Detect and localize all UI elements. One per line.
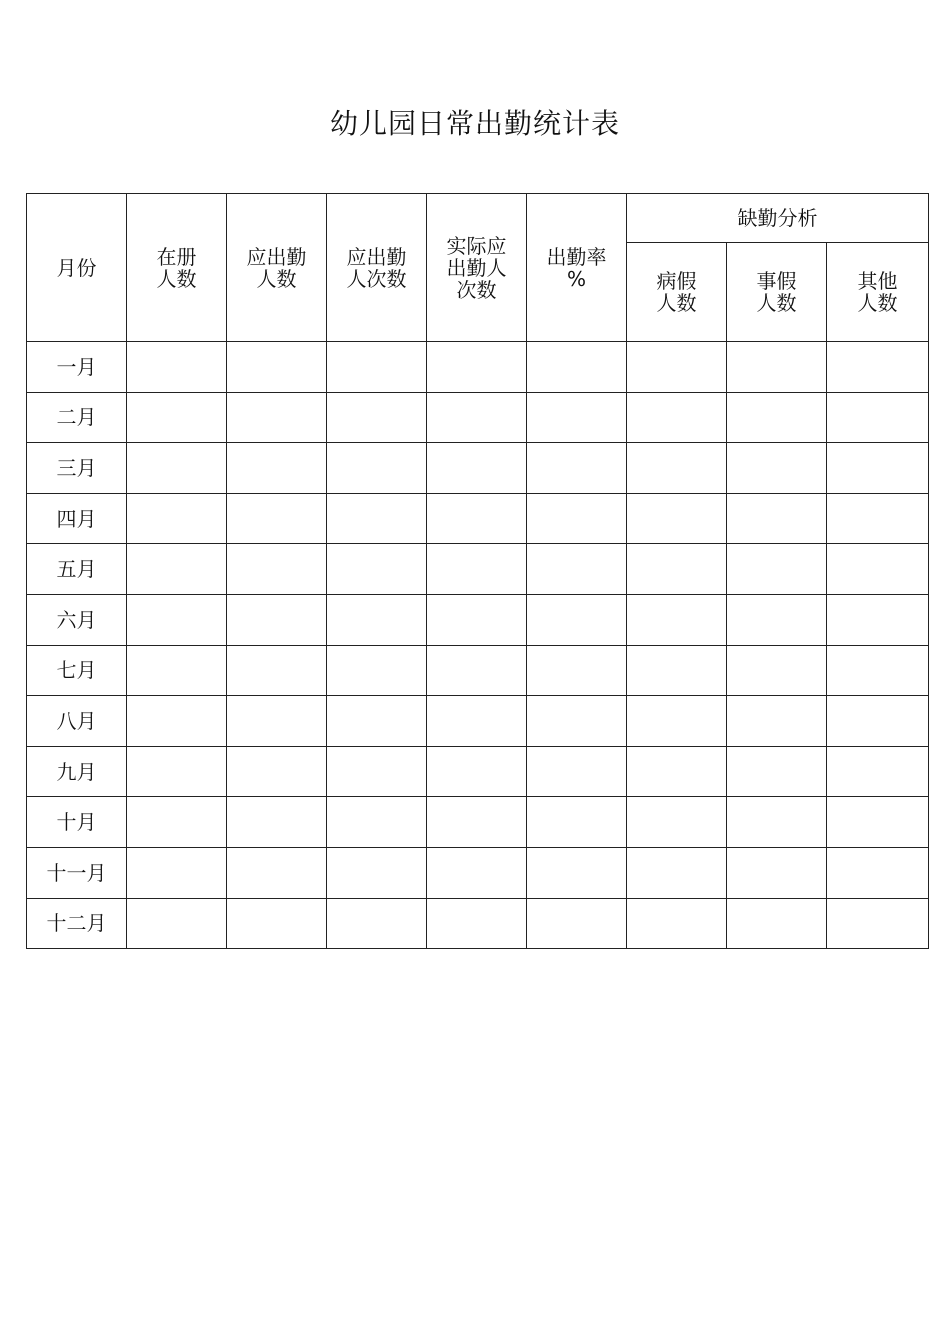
data-cell[interactable] [327,443,427,494]
month-label: 七月 [27,645,127,696]
data-cell[interactable] [127,443,227,494]
data-cell[interactable] [827,696,929,747]
data-cell[interactable] [727,392,827,443]
data-cell[interactable] [127,746,227,797]
data-cell[interactable] [327,746,427,797]
table-row [27,898,929,949]
data-cell[interactable] [427,898,527,949]
table-row [27,847,929,898]
month-label: 十二月 [27,898,127,949]
data-cell[interactable] [627,342,727,393]
header-absence-analysis: 缺勤分析 [627,194,929,243]
header-actual-times: 实际应 出勤人 次数 [427,194,527,342]
month-label: 十月 [27,797,127,848]
header-other-leave: 其他 人数 [827,243,929,342]
header-enrolled: 在册 人数 [127,194,227,342]
data-cell[interactable] [627,696,727,747]
header-expected-times: 应出勤 人次数 [327,194,427,342]
table-row [27,443,929,494]
data-cell[interactable] [427,493,527,544]
data-cell[interactable] [227,645,327,696]
attendance-table [26,193,929,949]
month-label: 四月 [27,493,127,544]
data-cell[interactable] [627,392,727,443]
data-cell[interactable] [327,392,427,443]
data-cell[interactable] [527,342,627,393]
data-cell[interactable] [527,645,627,696]
data-cell[interactable] [227,746,327,797]
header-sick-leave: 病假 人数 [627,243,727,342]
data-cell[interactable] [327,696,427,747]
table-row [27,544,929,595]
data-cell[interactable] [727,696,827,747]
data-cell[interactable] [127,696,227,747]
data-cell[interactable] [427,342,527,393]
data-cell[interactable] [827,847,929,898]
data-cell[interactable] [827,594,929,645]
data-cell[interactable] [627,898,727,949]
data-cell[interactable] [627,594,727,645]
data-cell[interactable] [327,493,427,544]
month-label: 二月 [27,392,127,443]
data-cell[interactable] [227,493,327,544]
data-cell[interactable] [627,797,727,848]
data-cell[interactable] [627,847,727,898]
data-cell[interactable] [127,544,227,595]
data-cell[interactable] [827,443,929,494]
table-row [27,342,929,393]
data-cell[interactable] [427,645,527,696]
data-cell[interactable] [527,696,627,747]
data-cell[interactable] [627,544,727,595]
data-cell[interactable] [227,847,327,898]
data-cell[interactable] [827,797,929,848]
data-cell[interactable] [327,544,427,595]
data-cell[interactable] [527,847,627,898]
data-cell[interactable] [727,342,827,393]
data-cell[interactable] [727,594,827,645]
data-cell[interactable] [127,797,227,848]
data-cell[interactable] [527,898,627,949]
data-cell[interactable] [327,797,427,848]
data-cell[interactable] [227,443,327,494]
month-label: 三月 [27,443,127,494]
data-cell[interactable] [327,342,427,393]
data-cell[interactable] [627,443,727,494]
data-cell[interactable] [827,544,929,595]
header-rate: 出勤率 % [527,194,627,342]
data-cell[interactable] [327,594,427,645]
table-row [27,797,929,848]
data-cell[interactable] [727,797,827,848]
table-row [27,493,929,544]
data-cell[interactable] [827,898,929,949]
page-title: 幼儿园日常出勤统计表 [329,107,620,140]
header-month: 月份 [27,194,127,342]
table-row [27,392,929,443]
data-cell[interactable] [227,342,327,393]
header-personal-leave: 事假 人数 [727,243,827,342]
data-cell[interactable] [427,443,527,494]
data-cell[interactable] [627,746,727,797]
data-cell[interactable] [127,392,227,443]
data-cell[interactable] [327,898,427,949]
data-cell[interactable] [427,544,527,595]
data-cell[interactable] [327,645,427,696]
data-cell[interactable] [727,493,827,544]
data-cell[interactable] [727,544,827,595]
data-cell[interactable] [127,493,227,544]
data-cell[interactable] [427,847,527,898]
data-cell[interactable] [527,493,627,544]
month-label: 六月 [27,594,127,645]
data-cell[interactable] [827,493,929,544]
data-cell[interactable] [127,847,227,898]
data-cell[interactable] [227,594,327,645]
data-cell[interactable] [127,898,227,949]
data-cell[interactable] [227,696,327,747]
data-cell[interactable] [727,746,827,797]
month-label: 九月 [27,746,127,797]
data-cell[interactable] [227,898,327,949]
data-cell[interactable] [727,898,827,949]
table-row [27,645,929,696]
month-label: 十一月 [27,847,127,898]
data-cell[interactable] [427,746,527,797]
data-cell[interactable] [227,392,327,443]
data-cell[interactable] [727,645,827,696]
data-cell[interactable] [527,544,627,595]
data-cell[interactable] [427,392,527,443]
data-cell[interactable] [527,594,627,645]
table-row [27,696,929,747]
header-expected: 应出勤 人数 [227,194,327,342]
data-cell[interactable] [527,443,627,494]
month-label: 一月 [27,342,127,393]
data-cell[interactable] [827,746,929,797]
data-cell[interactable] [527,746,627,797]
data-cell[interactable] [427,797,527,848]
data-cell[interactable] [327,847,427,898]
data-cell[interactable] [827,645,929,696]
table-row [27,746,929,797]
month-label: 五月 [27,544,127,595]
month-label: 八月 [27,696,127,747]
data-cell[interactable] [827,342,929,393]
data-cell[interactable] [427,594,527,645]
data-cell[interactable] [727,847,827,898]
data-cell[interactable] [827,392,929,443]
data-cell[interactable] [127,594,227,645]
data-cell[interactable] [527,797,627,848]
data-cell[interactable] [727,443,827,494]
data-cell[interactable] [127,342,227,393]
data-cell[interactable] [127,645,227,696]
table-row [27,594,929,645]
data-cell[interactable] [627,493,727,544]
data-cell[interactable] [527,392,627,443]
data-cell[interactable] [227,797,327,848]
data-cell[interactable] [227,544,327,595]
data-cell[interactable] [627,645,727,696]
data-cell[interactable] [427,696,527,747]
